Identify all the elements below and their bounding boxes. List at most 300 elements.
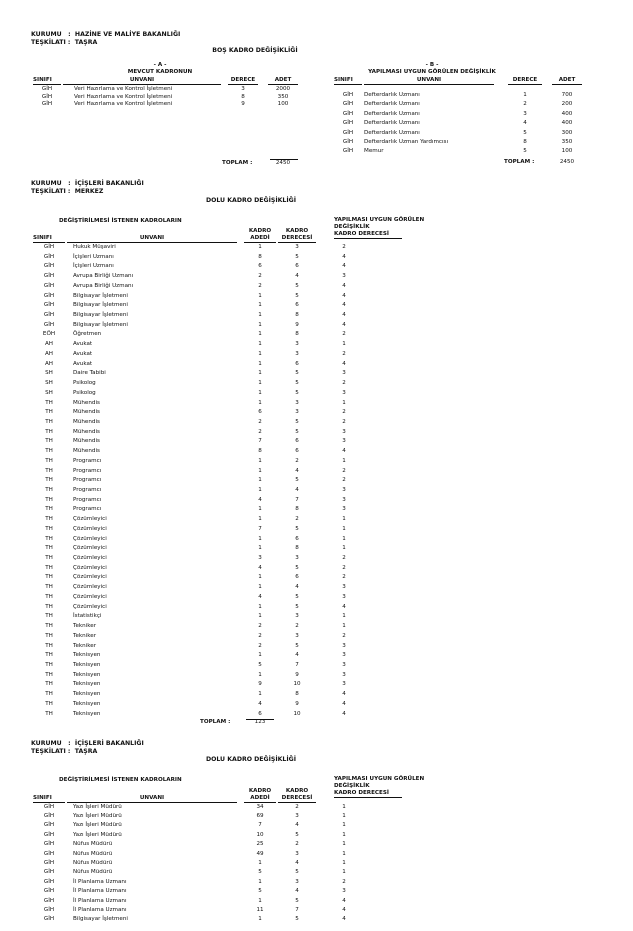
derece-head-1: KADRO bbox=[285, 788, 309, 794]
cell-sinif: GİH bbox=[43, 822, 55, 829]
toplam-value: 123 bbox=[254, 719, 266, 725]
part-a-subtitle: MEVCUT KADRONUN bbox=[127, 69, 193, 75]
cell-adet: 400 bbox=[561, 110, 573, 117]
cell-sinif: GİH bbox=[43, 878, 55, 885]
cell-yeni-derece: 2 bbox=[342, 632, 346, 639]
table-row bbox=[0, 351, 633, 358]
cell-yeni-derece: 2 bbox=[342, 574, 346, 581]
cell-unvan: Teknisyen bbox=[73, 691, 101, 698]
col-sinif: SINIFI bbox=[33, 795, 65, 803]
cell-sinif: GİH bbox=[342, 120, 354, 127]
cell-adet: 1 bbox=[258, 574, 262, 581]
cell-yeni-derece: 1 bbox=[342, 812, 346, 819]
cell-sinif: TH bbox=[45, 399, 53, 406]
table-row bbox=[0, 860, 633, 867]
cell-sinif: GİH bbox=[43, 859, 55, 866]
cell-sinif: TH bbox=[45, 467, 53, 474]
cell-sinif: TH bbox=[45, 506, 53, 513]
cell-unvan: Çözümleyici bbox=[73, 555, 107, 562]
cell-yeni-derece: 3 bbox=[342, 584, 346, 591]
cell-derece: 6 bbox=[295, 438, 299, 445]
cell-sinif: TH bbox=[45, 555, 53, 562]
cell-derece: 5 bbox=[295, 389, 299, 396]
table-row bbox=[0, 888, 633, 895]
cell-adet: 4 bbox=[258, 496, 262, 503]
teskilat-line: TEŞKİLATI : TAŞRA bbox=[31, 39, 98, 46]
cell-adet: 2000 bbox=[275, 86, 291, 92]
cell-derece: 5 bbox=[295, 525, 299, 532]
cell-adet: 1 bbox=[258, 603, 262, 610]
cell-sinif: GİH bbox=[41, 86, 53, 92]
cell-derece: 5 bbox=[295, 477, 299, 484]
table-row bbox=[0, 148, 633, 155]
table-row bbox=[0, 273, 633, 280]
cell-adet: 2 bbox=[258, 273, 262, 280]
cell-unvan: Mühendis bbox=[73, 438, 100, 445]
cell-yeni-derece: 3 bbox=[342, 370, 346, 377]
col-unvan: UNVANI bbox=[67, 235, 237, 243]
cell-adet: 1 bbox=[258, 584, 262, 591]
col-sinif: SINIFI bbox=[334, 77, 362, 85]
cell-unvan: İl Planlama Uzmanı bbox=[73, 906, 127, 913]
cell-adet: 1 bbox=[258, 652, 262, 659]
cell-sinif: GİH bbox=[43, 273, 55, 280]
table-row bbox=[0, 555, 633, 562]
cell-yeni-derece: 1 bbox=[342, 822, 346, 829]
cell-sinif: GİH bbox=[342, 101, 354, 108]
cell-adet: 6 bbox=[258, 263, 262, 270]
cell-sinif: GİH bbox=[342, 92, 354, 98]
cell-sinif: TH bbox=[45, 525, 53, 532]
cell-derece: 8 bbox=[295, 312, 299, 319]
cell-adet: 400 bbox=[561, 120, 573, 127]
cell-sinif: TH bbox=[45, 564, 53, 571]
table-row bbox=[0, 869, 633, 876]
toplam-value: 2450 bbox=[275, 160, 291, 166]
left-head: DEĞİŞTİRİLMESİ İSTENEN KADROLARIN bbox=[59, 218, 182, 224]
cell-yeni-derece: 4 bbox=[342, 321, 346, 328]
cell-adet: 6 bbox=[258, 710, 262, 717]
cell-adet: 350 bbox=[561, 139, 573, 145]
cell-derece: 4 bbox=[295, 652, 299, 659]
cell-adet: 350 bbox=[277, 93, 289, 100]
cell-yeni-derece: 4 bbox=[342, 916, 346, 923]
cell-unvan: Teknisyen bbox=[73, 681, 101, 688]
table-row bbox=[0, 448, 633, 455]
cell-sinif: GİH bbox=[43, 282, 55, 289]
cell-derece: 8 bbox=[241, 93, 245, 100]
left-head: DEĞİŞTİRİLMESİ İSTENEN KADROLARIN bbox=[59, 777, 182, 783]
table-row bbox=[0, 672, 633, 679]
col-sinif: SINIFI bbox=[33, 235, 65, 243]
table-row bbox=[0, 851, 633, 858]
table-row bbox=[0, 409, 633, 416]
cell-adet: 1 bbox=[258, 321, 262, 328]
right-sub: KADRO DERECESİ bbox=[334, 231, 402, 239]
cell-adet: 1 bbox=[258, 691, 262, 698]
teskilat-line: TEŞKİLATI : MERKEZ bbox=[31, 188, 104, 195]
cell-unvan: İl Planlama Uzmanı bbox=[73, 888, 127, 895]
cell-derece: 6 bbox=[295, 360, 299, 367]
cell-sinif: TH bbox=[45, 545, 53, 552]
cell-adet: 1 bbox=[258, 341, 262, 348]
cell-adet: 1 bbox=[258, 535, 262, 542]
cell-derece: 5 bbox=[295, 831, 299, 838]
table-row bbox=[0, 312, 633, 319]
cell-sinif: GİH bbox=[342, 110, 354, 117]
cell-unvan: Psikolog bbox=[73, 389, 96, 396]
cell-adet: 11 bbox=[256, 906, 264, 913]
table-row bbox=[0, 701, 633, 708]
cell-adet: 6 bbox=[258, 409, 262, 416]
cell-adet: 2 bbox=[258, 428, 262, 435]
cell-sinif: TH bbox=[45, 584, 53, 591]
cell-derece: 5 bbox=[295, 564, 299, 571]
cell-derece: 6 bbox=[295, 302, 299, 309]
cell-sinif: AH bbox=[44, 350, 54, 357]
cell-adet: 1 bbox=[258, 350, 262, 357]
cell-yeni-derece: 1 bbox=[342, 399, 346, 406]
cell-yeni-derece: 1 bbox=[342, 831, 346, 838]
cell-yeni-derece: 1 bbox=[342, 803, 346, 810]
cell-derece: 6 bbox=[295, 574, 299, 581]
right-head-1: YAPILMASI UYGUN GÖRÜLEN bbox=[334, 776, 425, 782]
cell-derece: 6 bbox=[295, 535, 299, 542]
cell-yeni-derece: 3 bbox=[342, 661, 346, 668]
cell-derece: 8 bbox=[295, 331, 299, 338]
cell-yeni-derece: 1 bbox=[342, 859, 346, 866]
cell-sinif: TH bbox=[45, 409, 53, 416]
cell-derece: 5 bbox=[295, 642, 299, 649]
table-row bbox=[0, 813, 633, 820]
cell-derece: 5 bbox=[295, 897, 299, 904]
table-row bbox=[0, 804, 633, 811]
cell-derece: 7 bbox=[295, 661, 299, 668]
table-row bbox=[0, 139, 633, 146]
cell-unvan: Bilgisayar İşletmeni bbox=[73, 292, 128, 299]
table-row bbox=[0, 822, 633, 829]
derece-head-1: KADRO bbox=[285, 228, 309, 234]
cell-adet: 10 bbox=[256, 831, 264, 838]
table-row bbox=[0, 536, 633, 543]
cell-sinif: GİH bbox=[342, 148, 354, 155]
cell-unvan: Avukat bbox=[73, 341, 93, 348]
cell-yeni-derece: 3 bbox=[342, 438, 346, 445]
cell-unvan: Defterdarlık Uzman Yardımcısı bbox=[364, 139, 449, 145]
cell-unvan: Avukat bbox=[73, 360, 93, 367]
cell-unvan: Çözümleyici bbox=[73, 564, 107, 571]
cell-unvan: Programcı bbox=[73, 487, 102, 493]
table-row bbox=[0, 101, 633, 108]
cell-yeni-derece: 4 bbox=[342, 603, 346, 610]
cell-adet: 34 bbox=[256, 803, 264, 810]
cell-sinif: TH bbox=[45, 487, 53, 493]
cell-unvan: Hukuk Müşaviri bbox=[73, 244, 116, 250]
table-row bbox=[0, 841, 633, 848]
table-row bbox=[0, 302, 633, 309]
cell-unvan: İçişleri Uzmanı bbox=[73, 253, 114, 260]
table-row bbox=[0, 574, 633, 581]
kurum-line: KURUMU : İÇİŞLERİ BAKANLIĞI bbox=[31, 180, 144, 187]
cell-sinif: GİH bbox=[43, 244, 55, 250]
toplam-label: TOPLAM : bbox=[222, 160, 253, 166]
table-row bbox=[0, 907, 633, 914]
cell-adet: 4 bbox=[258, 700, 262, 707]
cell-adet: 1 bbox=[258, 487, 262, 493]
cell-unvan: Teknisyen bbox=[73, 652, 101, 659]
cell-derece: 3 bbox=[241, 86, 245, 92]
cell-adet: 1 bbox=[258, 331, 262, 338]
cell-unvan: Bilgisayar İşletmeni bbox=[73, 302, 128, 309]
cell-adet: 2 bbox=[258, 418, 262, 425]
cell-derece: 8 bbox=[295, 691, 299, 698]
cell-derece: 9 bbox=[241, 101, 245, 108]
cell-unvan: Nüfus Müdürü bbox=[73, 859, 113, 866]
cell-sinif: GİH bbox=[43, 321, 55, 328]
table-row bbox=[0, 832, 633, 839]
cell-unvan: Defterdarlık Uzmanı bbox=[364, 129, 420, 136]
cell-sinif: GİH bbox=[43, 253, 55, 260]
cell-unvan: Bilgisayar İşletmeni bbox=[73, 321, 128, 328]
cell-unvan: Avrupa Birliği Uzmanı bbox=[73, 273, 134, 280]
cell-yeni-derece: 4 bbox=[342, 897, 346, 904]
cell-sinif: TH bbox=[45, 418, 53, 425]
cell-yeni-derece: 1 bbox=[342, 341, 346, 348]
table-row bbox=[0, 652, 633, 659]
cell-derece: 2 bbox=[295, 516, 299, 523]
cell-adet: 300 bbox=[561, 129, 573, 136]
cell-sinif: TH bbox=[45, 652, 53, 659]
col-derece: DERECE bbox=[228, 77, 258, 85]
cell-adet: 1 bbox=[258, 613, 262, 620]
derece-head-2: DERECESİ bbox=[278, 795, 316, 803]
table-row bbox=[0, 254, 633, 261]
cell-unvan: Çözümleyici bbox=[73, 584, 107, 591]
table-row bbox=[0, 898, 633, 905]
cell-adet: 25 bbox=[256, 841, 264, 848]
cell-unvan: Çözümleyici bbox=[73, 574, 107, 581]
cell-unvan: İstatistikçi bbox=[73, 613, 102, 620]
cell-yeni-derece: 4 bbox=[342, 906, 346, 913]
cell-sinif: SH bbox=[45, 389, 53, 396]
cell-adet: 5 bbox=[258, 888, 262, 895]
cell-unvan: Mühendis bbox=[73, 409, 100, 416]
cell-yeni-derece: 3 bbox=[342, 888, 346, 895]
right-sub: KADRO DERECESİ bbox=[334, 790, 402, 798]
cell-derece: 3 bbox=[295, 850, 299, 857]
cell-adet: 1 bbox=[258, 302, 262, 309]
cell-derece: 3 bbox=[295, 632, 299, 639]
cell-unvan: Çözümleyici bbox=[73, 535, 107, 542]
cell-unvan: Mühendis bbox=[73, 418, 100, 425]
cell-derece: 5 bbox=[295, 253, 299, 260]
cell-sinif: TH bbox=[45, 574, 53, 581]
table-row bbox=[0, 120, 633, 127]
cell-yeni-derece: 3 bbox=[342, 671, 346, 678]
part-b-subtitle: YAPILMASI UYGUN GÖRÜLEN DEĞİŞİKLİK bbox=[368, 69, 496, 75]
table-row bbox=[0, 429, 633, 436]
cell-derece: 5 bbox=[295, 282, 299, 289]
cell-yeni-derece: 4 bbox=[342, 292, 346, 299]
cell-adet: 1 bbox=[258, 457, 262, 464]
cell-unvan: Teknisyen bbox=[73, 671, 101, 678]
cell-yeni-derece: 2 bbox=[342, 418, 346, 425]
cell-adet: 9 bbox=[258, 681, 262, 688]
cell-unvan: Nüfus Müdürü bbox=[73, 850, 113, 857]
cell-yeni-derece: 4 bbox=[342, 691, 346, 698]
cell-yeni-derece: 3 bbox=[342, 273, 346, 280]
cell-derece: 5 bbox=[523, 148, 527, 155]
cell-sinif: GİH bbox=[43, 312, 55, 319]
cell-unvan: Öğretmen bbox=[73, 331, 102, 338]
part-a-tag: - A - bbox=[153, 62, 167, 68]
table-row bbox=[0, 468, 633, 475]
cell-sinif: GİH bbox=[43, 888, 55, 895]
cell-derece: 8 bbox=[295, 506, 299, 513]
cell-sinif: GİH bbox=[43, 906, 55, 913]
cell-sinif: GİH bbox=[43, 841, 55, 848]
table-row bbox=[0, 623, 633, 630]
cell-yeni-derece: 2 bbox=[342, 555, 346, 562]
cell-unvan: Daire Tabibi bbox=[73, 370, 106, 377]
cell-unvan: Tekniker bbox=[73, 642, 97, 649]
cell-sinif: EÖH bbox=[42, 331, 56, 338]
cell-adet: 1 bbox=[258, 292, 262, 299]
cell-adet: 8 bbox=[258, 448, 262, 455]
cell-yeni-derece: 3 bbox=[342, 681, 346, 688]
cell-adet: 3 bbox=[258, 555, 262, 562]
table-row bbox=[0, 604, 633, 611]
cell-yeni-derece: 3 bbox=[342, 487, 346, 493]
cell-unvan: Programcı bbox=[73, 496, 102, 503]
cell-derece: 3 bbox=[523, 110, 527, 117]
adet-head-2: ADEDİ bbox=[244, 795, 276, 803]
cell-sinif: GİH bbox=[43, 850, 55, 857]
section-title: BOŞ KADRO DEĞİŞİKLİĞİ bbox=[212, 47, 298, 54]
toplam-label: TOPLAM : bbox=[200, 719, 231, 725]
cell-unvan: Çözümleyici bbox=[73, 593, 107, 600]
cell-adet: 5 bbox=[258, 869, 262, 876]
cell-derece: 3 bbox=[295, 350, 299, 357]
col-unvan: UNVANI bbox=[67, 795, 237, 803]
section-title: DOLU KADRO DEĞİŞİKLİĞİ bbox=[205, 756, 297, 763]
cell-sinif: TH bbox=[45, 535, 53, 542]
cell-unvan: İl Planlama Uzmanı bbox=[73, 897, 127, 904]
cell-sinif: TH bbox=[45, 613, 53, 620]
cell-unvan: Mühendis bbox=[73, 399, 100, 406]
right-head-1: YAPILMASI UYGUN GÖRÜLEN bbox=[334, 217, 425, 223]
cell-sinif: TH bbox=[45, 681, 53, 688]
cell-sinif: TH bbox=[45, 671, 53, 678]
cell-unvan: Avukat bbox=[73, 350, 93, 357]
cell-unvan: İl Planlama Uzmanı bbox=[73, 878, 127, 885]
cell-unvan: Bilgisayar İşletmeni bbox=[73, 312, 128, 319]
table-row bbox=[0, 487, 633, 494]
cell-sinif: GİH bbox=[342, 139, 354, 145]
cell-derece: 4 bbox=[295, 859, 299, 866]
adet-head-2: ADEDİ bbox=[244, 235, 276, 243]
cell-adet: 1 bbox=[258, 897, 262, 904]
cell-adet: 1 bbox=[258, 312, 262, 319]
col-unvan: UNVANI bbox=[364, 77, 494, 85]
cell-derece: 4 bbox=[295, 822, 299, 829]
cell-sinif: GİH bbox=[43, 869, 55, 876]
cell-yeni-derece: 2 bbox=[342, 331, 346, 338]
col-sinif: SINIFI bbox=[33, 77, 61, 85]
cell-unvan: Çözümleyici bbox=[73, 516, 107, 523]
cell-adet: 1 bbox=[258, 370, 262, 377]
cell-adet: 2 bbox=[258, 282, 262, 289]
cell-derece: 10 bbox=[293, 681, 301, 688]
right-head-2: DEĞİŞİKLİK bbox=[334, 783, 370, 789]
cell-adet: 1 bbox=[258, 545, 262, 552]
cell-unvan: Çözümleyici bbox=[73, 603, 107, 610]
cell-sinif: GİH bbox=[43, 292, 55, 299]
cell-derece: 2 bbox=[295, 457, 299, 464]
cell-adet: 2 bbox=[258, 632, 262, 639]
cell-derece: 2 bbox=[295, 623, 299, 630]
cell-adet: 1 bbox=[258, 859, 262, 866]
cell-unvan: Programcı bbox=[73, 457, 102, 464]
cell-unvan: Yazı İşleri Müdürü bbox=[73, 831, 122, 838]
table-row bbox=[0, 711, 633, 718]
cell-sinif: GİH bbox=[43, 916, 55, 923]
col-unvan: UNVANI bbox=[63, 77, 221, 85]
cell-unvan: Avrupa Birliği Uzmanı bbox=[73, 282, 134, 289]
cell-yeni-derece: 2 bbox=[342, 878, 346, 885]
cell-derece: 5 bbox=[295, 603, 299, 610]
cell-derece: 4 bbox=[523, 120, 527, 127]
table-row bbox=[0, 283, 633, 290]
adet-head-1: KADRO bbox=[248, 788, 272, 794]
cell-adet: 100 bbox=[277, 101, 289, 108]
cell-derece: 9 bbox=[295, 321, 299, 328]
cell-derece: 7 bbox=[295, 496, 299, 503]
cell-yeni-derece: 3 bbox=[342, 428, 346, 435]
cell-unvan: Yazı İşleri Müdürü bbox=[73, 812, 122, 819]
cell-unvan: Bilgisayar İşletmeni bbox=[73, 916, 128, 923]
cell-derece: 4 bbox=[295, 584, 299, 591]
cell-sinif: TH bbox=[45, 438, 53, 445]
table-row bbox=[0, 130, 633, 137]
table-row bbox=[0, 633, 633, 640]
cell-adet: 2 bbox=[258, 623, 262, 630]
cell-derece: 2 bbox=[295, 803, 299, 810]
table-row bbox=[0, 111, 633, 118]
cell-derece: 2 bbox=[523, 101, 527, 108]
cell-adet: 1 bbox=[258, 360, 262, 367]
cell-unvan: Teknisyen bbox=[73, 661, 101, 668]
cell-sinif: GİH bbox=[43, 812, 55, 819]
cell-derece: 6 bbox=[295, 263, 299, 270]
cell-derece: 3 bbox=[295, 613, 299, 620]
adet-head-1: KADRO bbox=[248, 228, 272, 234]
cell-sinif: GİH bbox=[41, 93, 53, 100]
cell-adet: 200 bbox=[561, 101, 573, 108]
cell-unvan: Psikolog bbox=[73, 380, 96, 387]
cell-yeni-derece: 1 bbox=[342, 613, 346, 620]
cell-yeni-derece: 1 bbox=[342, 516, 346, 523]
cell-unvan: Programcı bbox=[73, 506, 102, 513]
table-row bbox=[0, 361, 633, 368]
cell-yeni-derece: 3 bbox=[342, 593, 346, 600]
cell-adet: 700 bbox=[561, 92, 573, 98]
cell-derece: 3 bbox=[295, 341, 299, 348]
table-row bbox=[0, 681, 633, 688]
cell-adet: 7 bbox=[258, 525, 262, 532]
cell-sinif: TH bbox=[45, 496, 53, 503]
kurum-line: KURUMU : HAZİNE VE MALİYE BAKANLIĞI bbox=[31, 31, 181, 38]
